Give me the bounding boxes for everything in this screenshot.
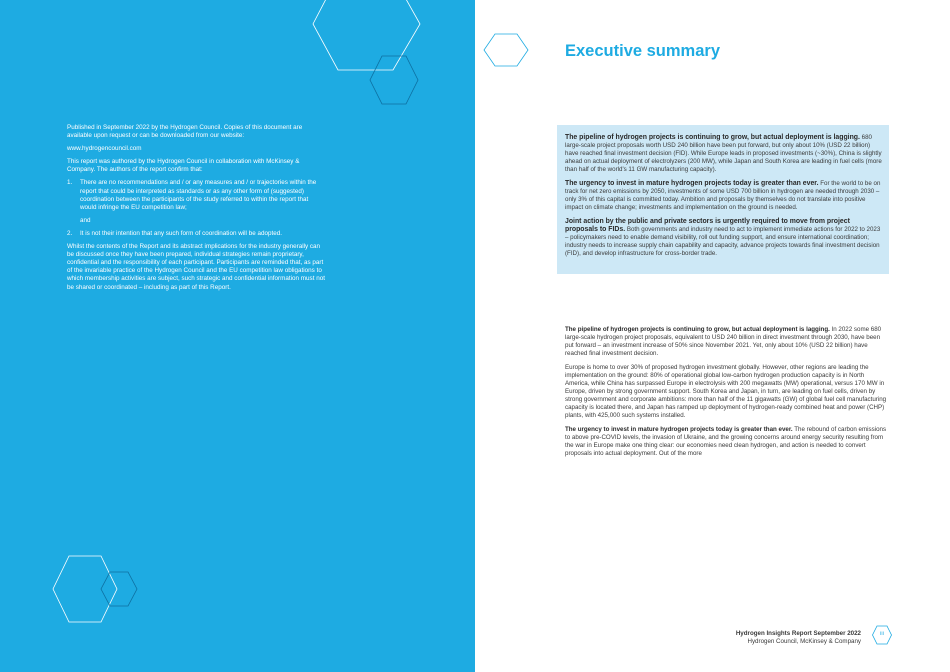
hexagon-outline-bottom-small (101, 572, 137, 606)
summary-heading: The pipeline of hydrogen projects is continuing to grow, but actual deployment is lagging. (565, 134, 860, 141)
summary-box (557, 125, 889, 274)
summary-text: Both governments and industry need to act to implement immediate actions for 2022 to 2023 – policymakers need to enable demand visibility, roll out funding support, and ensure international coordination; industry needs to increase supply chain capability and capacity, advance projects towards final investment decision (FID), and develop infrastructure for cross-border trade. (565, 226, 881, 257)
authored-note: This report was authored by the Hydrogen Council in collaboration with McKinsey & Company. The authors of the report confirm that: (67, 158, 300, 174)
page-number: iii (880, 631, 884, 637)
body-heading: The urgency to invest in mature hydrogen projects today is greater than ever. (565, 426, 793, 433)
published-note: Published in September 2022 by the Hydrogen Council. Copies of this document are available upon request or can be downloaded from our website: (67, 124, 303, 140)
summary-text: 680 large-scale project proposals worth USD 240 billion have been put forward, but only about 10% (USD 22 billion) have reached final investment decision (FID). While Europe leads in proposed investments (~30%), China is slightly ahead on actual deployment of electrolyzers (200 MW), while Japan and South Korea are leading in fuel cells (more than half of the world's 11 GW manufacturing capacity). (565, 134, 882, 173)
confirmation-list-2 (67, 230, 325, 238)
body-paragraph (565, 426, 887, 458)
whilst-note: Whilst the contents of the Report and its abstract implications for the industry generally can be discussed once they have been prepared, individual strategies remain proprietary, confidential and the responsibility of each participant. Participants are reminded that, as part of the invariable practice of the Hydrogen Council and the EU competition law obligations to which membership activities are subject, such strategic and confidential information must not be shared or coordinated – including as part of this Report. (67, 243, 325, 291)
list-item (67, 230, 325, 238)
page-title: Executive summary (565, 42, 721, 60)
list-number: 2. (67, 229, 73, 237)
footer (736, 630, 861, 645)
summary-paragraph (565, 218, 883, 258)
body-heading: The pipeline of hydrogen projects is continuing to grow, but actual deployment is lagging. (565, 326, 830, 333)
summary-heading: The urgency to invest in mature hydrogen projects today is greater than ever. (565, 180, 819, 187)
footer-authors: Hydrogen Council, McKinsey & Company (747, 637, 861, 645)
confirmation-list (67, 179, 325, 211)
website-link[interactable]: www.hydrogencouncil.com (67, 145, 142, 153)
summary-text: For the world to be on track for net zero emissions by 2050, investments of some USD 700 billion in hydrogen are needed through 2030 – only 3% of this capital is committed today. Ambition and proposals by themselves do not translate into positive impact on climate change; investments and implementation on the ground is needed. (565, 180, 881, 211)
body-paragraph (565, 326, 887, 358)
summary-paragraph (565, 134, 883, 174)
body-paragraph: Europe is home to over 30% of proposed hydrogen investment globally. However, other regions are leading the implementation on the ground: 80% of operational global low-carbon hydrogen production capacity is in North America, while China has surpassed Europe in electrolysis with 200 megawatts (MW) operational, versus 170 MW in Europe, driven by strong government support. South Korea and Japan, in turn, are leading on fuel cells, driven by strong government and corporate ambitions: more than half of the 11 gigawatts (GW) of global fuel cell manufacturing capacity is located there, and Japan has ramped up deployment of hydrogen-ready combined heat and power (CHP) plants, with 425,000 such systems installed. (565, 364, 887, 419)
list-number: 1. (67, 179, 73, 187)
hexagon-outline-large (313, 0, 420, 70)
hexagon-outline-title (484, 34, 528, 66)
footer-report-title: Hydrogen Insights Report September 2022 (735, 630, 861, 637)
list-item-text: It is not their intention that any such form of coordination will be adopted. (80, 229, 282, 237)
disclaimer-text (67, 124, 325, 297)
summary-paragraph (565, 180, 883, 212)
hexagon-outline-medium (370, 56, 418, 104)
body-text (565, 326, 887, 464)
summary-heading: Joint action by the public and private sectors is urgently required to move from project proposals to FIDs. (565, 218, 850, 233)
body-paragraph-text: The rebound of carbon emissions to above pre-COVID levels, the invasion of Ukraine, and the growing concerns around energy security resulting from the war in Europe make one thing clear: our economies need clean hydrogen, and action is needed to convert proposals into actual deployment. Out of the more (565, 426, 887, 457)
hexagon-outline-bottom-large (53, 556, 117, 622)
and-connector: and (80, 216, 91, 224)
list-item (67, 179, 325, 211)
list-item-text: There are no recommendations and / or any measures and / or trajectories within the report that could be interpreted as standards or as any other form of (suggested) coordination between the participants of the study referred to within the report that would infringe the EU competition law; (80, 179, 317, 211)
body-paragraph-text: In 2022 some 680 large-scale hydrogen project proposals, equivalent to USD 240 billion in direct investment through 2030, have been put forward – an investment increase of 50% since November 2021. Yet, only about 10% (USD 22 billion) have reached final investment decision. (565, 326, 882, 357)
